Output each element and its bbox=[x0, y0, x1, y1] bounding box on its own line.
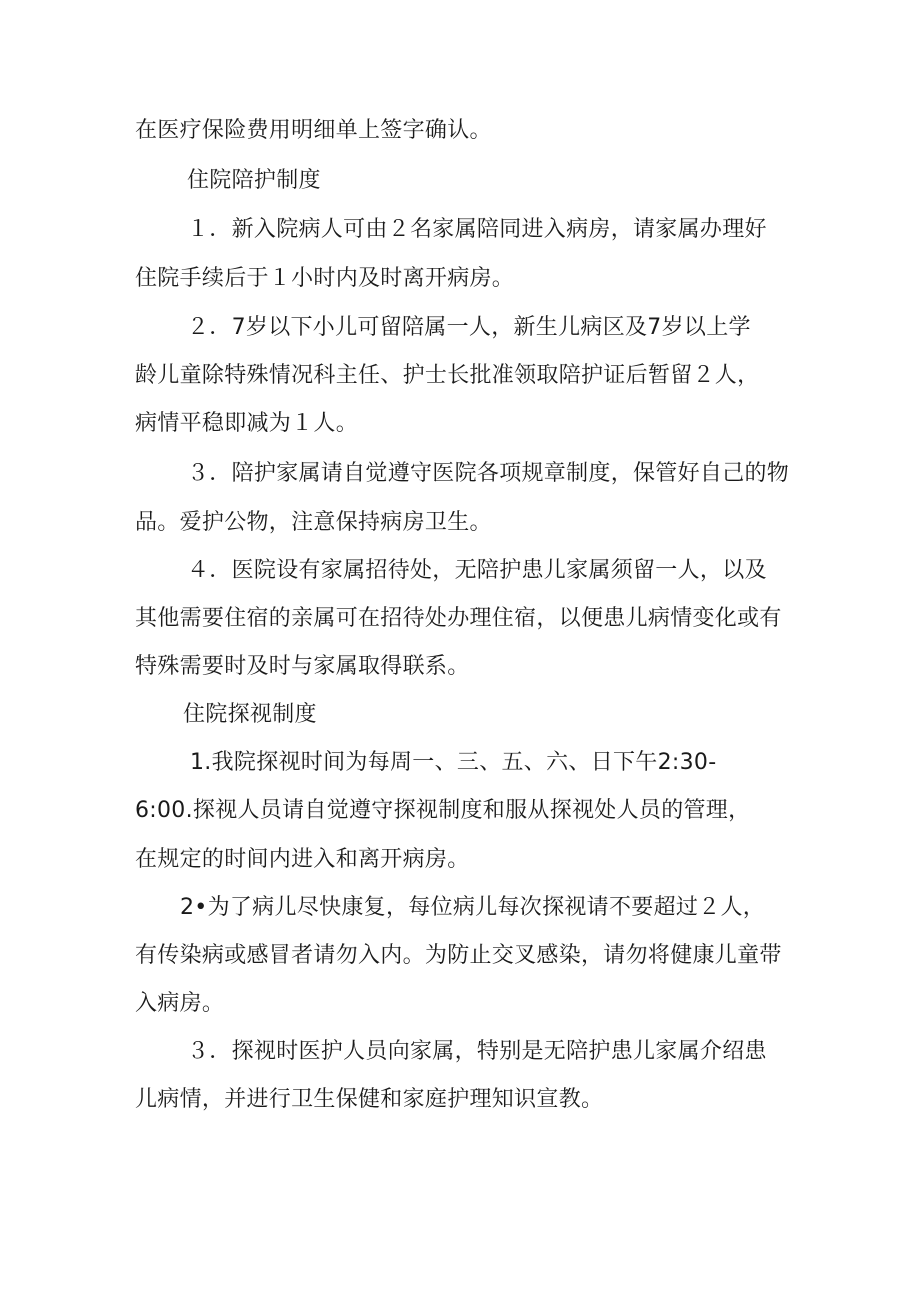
text-line: １．新入院病人可由２名家属陪同进入病房，请家属办理好 bbox=[187, 217, 767, 242]
text-line: 入病房。 bbox=[135, 991, 225, 1016]
text-line: 儿病情，并进行卫生保健和家庭护理知识宣教。 bbox=[135, 1087, 604, 1112]
section-heading-visiting: 住院探视制度 bbox=[183, 702, 317, 727]
text-line: 1.我院探视时间为每周一、三、五、六、日下午2:30- bbox=[190, 750, 717, 775]
text-line: 其他需要住宿的亲属可在招待处办理住宿，以便患儿病情变化或有 bbox=[135, 606, 782, 631]
text-line: 品。爱护公物，注意保持病房卫生。 bbox=[135, 510, 492, 535]
text-line: ３．探视时医护人员向家属，特别是无陪护患儿家属介绍患 bbox=[187, 1039, 767, 1064]
text-line: 有传染病或感冒者请勿入内。为防止交叉感染，请勿将健康儿童带 bbox=[135, 943, 782, 968]
text-line: ３．陪护家属请自觉遵守医院各项规章制度，保管好自己的物 bbox=[187, 461, 790, 486]
text-line: 在规定的时间内进入和离开病房。 bbox=[135, 847, 470, 872]
text-line: ２．7岁以下小儿可留陪属一人，新生儿病区及7岁以上学 bbox=[187, 315, 751, 340]
text-line: 特殊需要时及时与家属取得联系。 bbox=[135, 654, 470, 679]
text-line: ４．医院设有家属招待处，无陪护患儿家属须留一人，以及 bbox=[187, 558, 767, 583]
section-heading-accompany: 住院陪护制度 bbox=[187, 168, 321, 193]
text-line: 6:00.探视人员请自觉遵守探视制度和服从探视处人员的管理， bbox=[135, 798, 751, 823]
text-line: 龄儿童除特殊情况科主任、护士长批准领取陪护证后暂留２人， bbox=[135, 363, 760, 388]
text-line: 2•为了病儿尽快康复，每位病儿每次探视请不要超过２人， bbox=[180, 895, 766, 920]
text-line: 在医疗保险费用明细单上签字确认。 bbox=[135, 118, 492, 143]
text-line: 住院手续后于１小时内及时离开病房。 bbox=[135, 266, 515, 291]
text-line: 病情平稳即减为１人。 bbox=[135, 411, 359, 436]
